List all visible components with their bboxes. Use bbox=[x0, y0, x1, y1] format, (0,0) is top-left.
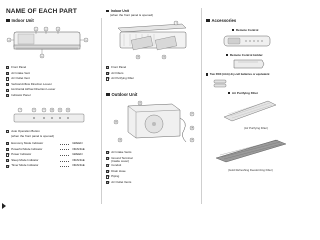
svg-text:12: 12 bbox=[66, 109, 70, 112]
svg-text:19: 19 bbox=[190, 139, 194, 142]
indicator-panel-illustration bbox=[12, 107, 88, 127]
list-item: 19 Piping bbox=[107, 174, 120, 179]
list-item: 8 Economy Mode Indicator GREEN bbox=[7, 141, 83, 146]
svg-text:16: 16 bbox=[118, 139, 122, 142]
list-item: 20 Air Outlet Vents bbox=[107, 179, 132, 184]
page-title: NAME OF EACH PART bbox=[6, 8, 77, 15]
remote-control-illustration bbox=[222, 34, 272, 48]
svg-text:20: 20 bbox=[114, 121, 118, 124]
list-item: 2 Air Intake Vent bbox=[7, 70, 30, 75]
remote-holder-illustration bbox=[232, 58, 266, 70]
list-item: 16 Ground Terminal bbox=[107, 155, 133, 160]
svg-text:14: 14 bbox=[162, 56, 166, 59]
ground-terminal-note: (Inside cover) bbox=[111, 159, 130, 163]
svg-text:2: 2 bbox=[45, 28, 47, 31]
list-item: 18 Drain Hose bbox=[107, 168, 126, 173]
auto-button-item: 7 Auto Operation Button bbox=[7, 129, 40, 134]
list-item: 9 Powerful Mode Indicator ORANGE bbox=[7, 146, 85, 151]
deodorizing-filter-illustration bbox=[212, 134, 290, 164]
batteries-illustration bbox=[212, 78, 242, 88]
svg-text:8: 8 bbox=[33, 109, 35, 112]
column-divider bbox=[201, 8, 202, 204]
accessories-heading: Accessories bbox=[206, 18, 236, 23]
outdoor-unit-illustration bbox=[108, 100, 196, 146]
svg-text:4: 4 bbox=[8, 39, 10, 42]
purifying-filter-label: Air Purifying Filter bbox=[228, 91, 258, 95]
outdoor-parts-list-2 bbox=[106, 163, 131, 185]
list-item: 4 Vertical Airflow Direction Louver bbox=[7, 81, 52, 86]
svg-text:11: 11 bbox=[58, 109, 62, 112]
svg-text:17: 17 bbox=[190, 113, 194, 116]
list-item: 17 Conduit bbox=[107, 163, 122, 168]
list-item: 15 Air Intake Vents bbox=[107, 150, 132, 155]
purifying-filter-illustration bbox=[220, 97, 280, 123]
svg-text:18: 18 bbox=[190, 127, 194, 130]
list-item: 1 Front Panel bbox=[7, 65, 27, 70]
indoor-parts-list bbox=[6, 65, 55, 99]
svg-text:7: 7 bbox=[19, 109, 21, 112]
list-item: 12 Timer Mode Indicator ORANGE bbox=[7, 163, 85, 168]
list-item: 3 Air Outlet Vent bbox=[7, 76, 30, 81]
opened-unit-heading: Indoor Unit bbox=[106, 9, 129, 13]
opened-unit-note: (when the front panel is opened) bbox=[110, 13, 154, 17]
page-corner-marker bbox=[2, 203, 6, 209]
filter-caption: (Air Purifying Filter) bbox=[244, 126, 268, 130]
svg-text:6: 6 bbox=[41, 55, 43, 58]
svg-text:5: 5 bbox=[85, 39, 87, 42]
remote-control-label: Remote Control bbox=[232, 28, 258, 32]
list-item: 1 Front Panel bbox=[107, 65, 127, 70]
svg-text:13: 13 bbox=[136, 56, 140, 59]
indoor-unit-illustration bbox=[6, 26, 92, 60]
outdoor-unit-heading: Outdoor Unit bbox=[106, 92, 137, 97]
list-item: 10 Power Indicator GREEN bbox=[7, 152, 83, 157]
list-item: 6 Indicator Panel bbox=[7, 92, 31, 98]
opened-indoor-unit-illustration bbox=[108, 20, 198, 62]
list-item: 11 Sleep Mode Indicator ORANGE bbox=[7, 157, 85, 162]
list-item: 14 Air Purifying Filter bbox=[107, 76, 134, 81]
square-bullet-icon bbox=[6, 19, 10, 23]
svg-text:15: 15 bbox=[138, 102, 142, 105]
column-divider bbox=[101, 18, 102, 204]
batteries-label: Two RO3 (AAA) dry-cell batteries or equivalent bbox=[206, 73, 269, 76]
list-item: 5 Horizontal Airflow Direction Louver bbox=[7, 87, 56, 92]
svg-text:10: 10 bbox=[50, 109, 54, 112]
deodorizing-filter-caption: (Gold Refreshing Deodorizing Filter) bbox=[228, 168, 273, 172]
svg-text:1: 1 bbox=[35, 28, 37, 31]
svg-text:1: 1 bbox=[175, 22, 177, 25]
remote-holder-label: Remote Control Holder bbox=[226, 53, 263, 57]
svg-text:9: 9 bbox=[43, 109, 45, 112]
svg-text:3: 3 bbox=[57, 28, 59, 31]
list-item: 13 Air Filters bbox=[107, 70, 124, 75]
opened-parts-list bbox=[106, 65, 134, 82]
indicator-list bbox=[6, 141, 85, 169]
auto-button-note: (when the front panel is opened) bbox=[11, 134, 55, 138]
indoor-unit-heading: Indoor Unit bbox=[6, 18, 34, 23]
